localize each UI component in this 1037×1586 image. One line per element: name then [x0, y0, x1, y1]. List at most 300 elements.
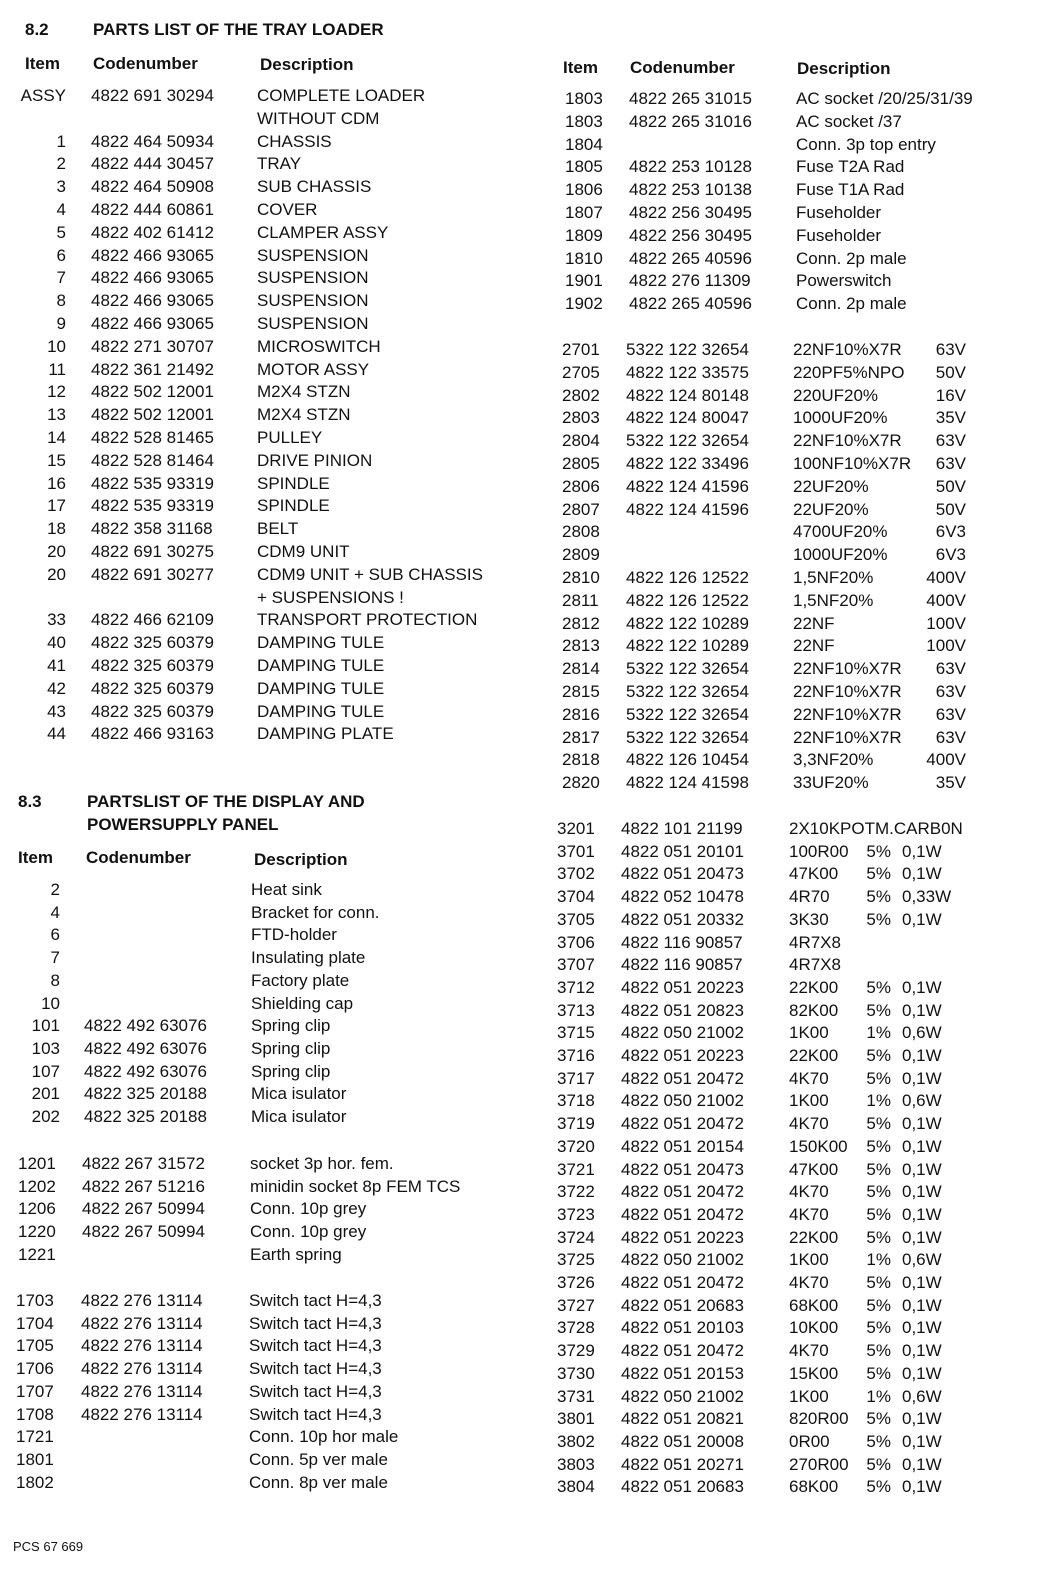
r3-desc: 270R00: [789, 1454, 849, 1474]
s83-desc: Spring clip: [251, 1016, 331, 1036]
s82-item: 40: [47, 633, 66, 653]
s83-header-item: Item: [18, 848, 53, 867]
s82-code: 4822 466 93065: [91, 314, 214, 333]
s83-item: 201: [31, 1084, 60, 1104]
s82-item: 9: [56, 314, 66, 333]
r3-item: 3728: [557, 1318, 595, 1338]
r1-code: 4822 253 10138: [629, 180, 752, 200]
s83c-item: 1802: [16, 1472, 54, 1492]
r3-tol: 5%: [866, 841, 891, 861]
r3-tol: 5%: [866, 1295, 891, 1315]
s83c-desc: Switch tact H=4,3: [249, 1404, 382, 1424]
r2-code: 4822 126 10454: [626, 750, 749, 770]
s82-desc: SUSPENSION: [257, 291, 369, 311]
s82-item: 33: [47, 610, 66, 630]
s82-item: 43: [47, 701, 66, 721]
r3-desc: 100R00: [789, 841, 849, 861]
r1-desc: Powerswitch: [796, 271, 892, 291]
r2-code: 4822 124 41598: [626, 773, 749, 793]
r2-desc: 220UF20%: [793, 385, 879, 405]
r2-row: [0, 726, 1037, 749]
s82-desc: COMPLETE LOADER: [257, 86, 426, 105]
r1-row: [0, 87, 1037, 110]
r2-extra: 63V: [935, 682, 966, 701]
r2-extra: 100V: [926, 636, 966, 656]
s83-desc: Shielding cap: [251, 993, 354, 1013]
r3-row: [0, 1339, 1037, 1362]
r1-desc: Fuse T1A Rad: [796, 180, 905, 200]
r3-row: [0, 1248, 1037, 1271]
r3-pwr: 0,1W: [902, 1363, 942, 1383]
s82-desc: TRANSPORT PROTECTION: [257, 610, 478, 630]
s82-desc: CLAMPER ASSY: [257, 222, 389, 242]
r2-desc: 1000UF20%: [793, 408, 888, 428]
r3-tol: 5%: [866, 1363, 891, 1383]
r3-item: 3720: [557, 1136, 595, 1156]
r2-desc: 22NF10%X7R: [793, 682, 902, 701]
s82-desc: CHASSIS: [257, 131, 332, 151]
r3-pwr: 0,33W: [902, 887, 952, 907]
r3-desc: 150K00: [789, 1136, 848, 1156]
r3-item: 3701: [557, 841, 595, 861]
s82-item: 42: [47, 678, 66, 698]
s83-item: 2: [50, 880, 60, 899]
r3-pwr: 0,1W: [902, 1409, 942, 1429]
r3-item: 3713: [557, 1000, 595, 1020]
s83-desc: Bracket for conn.: [251, 902, 380, 922]
r3-tol: 5%: [866, 1046, 891, 1065]
r2-item: 2820: [562, 773, 600, 793]
r1-desc: Fuseholder: [796, 203, 882, 222]
s82-item: 14: [47, 428, 66, 447]
r3-pwr: 0,6W: [902, 1023, 942, 1043]
s82-item: 4: [56, 200, 66, 219]
s83c-item: 1705: [16, 1336, 54, 1356]
r3-desc: 22K00: [789, 977, 839, 997]
r1-item: 1803: [565, 89, 603, 108]
r3-tol: 1%: [866, 1386, 891, 1406]
r2-extra: 400V: [926, 750, 966, 770]
r2-row: [0, 634, 1037, 657]
s82-code: 4822 464 50908: [91, 177, 214, 197]
r2-item: 2811: [562, 590, 599, 610]
r3-tol: 5%: [866, 1477, 891, 1497]
r1-item: 1810: [565, 248, 603, 268]
r2-desc: 1,5NF20%: [793, 590, 874, 610]
s83-desc: FTD-holder: [251, 925, 337, 945]
r3-code: 4822 051 20332: [621, 909, 744, 929]
r3-row: [0, 1316, 1037, 1339]
r3-tol: 5%: [866, 1159, 891, 1179]
s82-desc: WITHOUT CDM: [257, 108, 380, 128]
r3-row: [0, 1135, 1037, 1158]
s82-code: 4822 444 60861: [91, 200, 214, 219]
s83-desc: Spring clip: [251, 1038, 331, 1058]
r1-item: 1902: [565, 294, 603, 314]
r2-row: [0, 612, 1037, 635]
s83b-item: 1221: [18, 1244, 56, 1264]
r3-code: 4822 051 20472: [621, 1341, 744, 1361]
r3-tol: 5%: [866, 1068, 891, 1088]
r2-row: [0, 657, 1037, 680]
s82-code: 4822 325 60379: [91, 633, 214, 653]
s82-header-item: Item: [25, 54, 60, 73]
r2-extra: 63V: [935, 704, 966, 724]
s83-item: 4: [50, 902, 60, 922]
r3-pwr: 0,1W: [902, 1273, 942, 1292]
s82-item: 20: [47, 542, 66, 561]
s83c-code: 4822 276 13114: [81, 1291, 203, 1310]
section-8-2-number: 8.2: [25, 20, 49, 39]
r3-tol: 5%: [866, 1341, 891, 1361]
s82-code: 4822 466 93065: [91, 245, 214, 265]
s82-item: 7: [56, 268, 66, 288]
s83c-desc: Conn. 5p ver male: [249, 1449, 388, 1469]
r3-row: [0, 885, 1037, 908]
s83c-desc: Switch tact H=4,3: [249, 1336, 382, 1356]
s82-item: 2: [56, 154, 66, 174]
r2-extra: 6V3: [935, 545, 966, 565]
r1-code: 4822 253 10128: [629, 157, 752, 177]
s83c-code: 4822 276 13114: [81, 1404, 203, 1424]
r3-code: 4822 051 20472: [621, 1273, 744, 1292]
s83b-item: 1202: [18, 1176, 56, 1196]
r3-item: 3721: [557, 1159, 595, 1179]
s82-item: 17: [47, 496, 66, 516]
s82-desc: CDM9 UNIT: [257, 542, 350, 561]
r3-item: 3724: [557, 1227, 595, 1247]
r3-tol: 5%: [866, 1204, 891, 1224]
r2-row: [0, 406, 1037, 429]
r3-desc: 4K70: [789, 1341, 829, 1361]
r2-row: [0, 384, 1037, 407]
r2-code: 5322 122 32654: [626, 727, 749, 747]
r3-pwr: 0,1W: [902, 1431, 942, 1451]
s83-desc: Mica isulator: [251, 1084, 347, 1104]
r2-row: [0, 452, 1037, 475]
s82-code: 4822 325 60379: [91, 656, 214, 675]
r3-code: 4822 116 90857: [621, 955, 743, 975]
s82-desc: MOTOR ASSY: [257, 359, 370, 379]
r1-item: 1807: [565, 203, 603, 222]
r3-row: [0, 1453, 1037, 1476]
r3-pwr: 0,1W: [902, 1114, 942, 1134]
r2-row: [0, 543, 1037, 566]
r3-desc: 4K70: [789, 1204, 829, 1224]
r3-pwr: 0,1W: [902, 864, 942, 884]
s82-item: 10: [47, 336, 66, 356]
r2-item: 2816: [562, 704, 600, 724]
r2-row: [0, 771, 1037, 794]
s82-code: 4822 528 81465: [91, 428, 214, 447]
r1-code: 4822 265 40596: [629, 294, 752, 314]
r2-desc: 22NF10%X7R: [793, 659, 902, 679]
r1-row: [0, 224, 1037, 247]
r2-extra: 63V: [935, 659, 966, 679]
r3-code: 4822 051 20154: [621, 1136, 744, 1156]
s82-row: [0, 312, 1037, 335]
r3-item: 3726: [557, 1273, 595, 1292]
s82-code: 4822 535 93319: [91, 496, 214, 516]
r2-item: 2809: [562, 545, 600, 565]
s82-code: 4822 358 31168: [91, 519, 213, 539]
s83-code: 4822 325 20188: [84, 1107, 207, 1126]
r1-desc: Conn. 3p top entry: [796, 134, 936, 154]
s82-code: 4822 466 93065: [91, 268, 214, 288]
s82-desc: SPINDLE: [257, 496, 330, 516]
r3-item: 3730: [557, 1363, 595, 1383]
s83c-code: 4822 276 13114: [81, 1336, 203, 1356]
r3-pwr: 0,1W: [902, 977, 942, 997]
r2-extra: 16V: [935, 385, 966, 405]
r3-code: 4822 051 20683: [621, 1477, 744, 1497]
r2-code: 4822 126 12522: [626, 568, 749, 587]
r3-tol: 5%: [866, 864, 891, 884]
r2-item: 2802: [562, 385, 600, 405]
s82-code: 4822 502 12001: [91, 382, 214, 402]
r3-desc: 4K70: [789, 1068, 829, 1088]
s82-desc: SUSPENSION: [257, 268, 369, 288]
r1-row: [0, 269, 1037, 292]
r3-code: 4822 051 20472: [621, 1114, 744, 1134]
r1-row: [0, 110, 1037, 133]
r3-desc: 1K00: [789, 1023, 829, 1043]
s82-item: 44: [47, 724, 66, 744]
r3-code: 4822 051 20153: [621, 1363, 744, 1383]
r3-tol: 5%: [866, 1409, 891, 1429]
r1-desc: Fuseholder: [796, 225, 882, 245]
r2-row: [0, 589, 1037, 612]
s83-code: 4822 325 20188: [84, 1084, 207, 1104]
r2-item: 2701: [562, 340, 600, 359]
r3-code: 4822 051 20271: [621, 1454, 744, 1474]
r3-item: 3801: [557, 1409, 595, 1429]
r2-extra: 50V: [935, 499, 966, 519]
s83-desc: Mica isulator: [251, 1107, 347, 1126]
s82-desc: SUSPENSION: [257, 245, 369, 265]
footer-code: PCS 67 669: [13, 1539, 84, 1554]
r2-item: 2810: [562, 568, 600, 587]
r3-pwr: 0,6W: [902, 1091, 942, 1111]
s83-item: 10: [41, 993, 60, 1013]
right-header-code: Codenumber: [630, 58, 735, 77]
r2-desc: 1,5NF20%: [793, 568, 874, 587]
s82-item: 18: [47, 519, 66, 539]
r2-extra: 63V: [935, 727, 966, 747]
r3-code: 4822 051 20823: [621, 1000, 744, 1020]
r2-item: 2813: [562, 636, 600, 656]
r2-row: [0, 680, 1037, 703]
s82-item: 1: [56, 131, 66, 151]
r3-code: 4822 051 20472: [621, 1182, 744, 1202]
s83-item: 8: [50, 970, 60, 990]
s82-desc: SUSPENSION: [257, 314, 369, 333]
r3-item: 3803: [557, 1454, 595, 1474]
r3-pwr: 0,1W: [902, 1159, 942, 1179]
s82-item: 20: [47, 564, 66, 584]
r2-extra: 35V: [935, 773, 966, 793]
r1-desc: AC socket /20/25/31/39: [796, 89, 973, 108]
s83-code: 4822 492 63076: [84, 1016, 207, 1036]
s83c-item: 1707: [16, 1381, 54, 1401]
s83c-item: 1708: [16, 1404, 54, 1424]
s82-desc: DAMPING TULE: [257, 678, 385, 698]
r3-item: 3722: [557, 1182, 595, 1202]
r1-item: 1809: [565, 225, 603, 245]
r2-code: 4822 122 33575: [626, 362, 749, 382]
s83c-item: 1703: [16, 1291, 54, 1310]
s83b-desc: Earth spring: [250, 1244, 342, 1264]
s83-header-code: Codenumber: [86, 848, 191, 867]
s82-item: 16: [47, 473, 66, 493]
s82-code: 4822 691 30275: [91, 542, 214, 561]
s82-desc: CDM9 UNIT + SUB CHASSIS: [257, 564, 483, 584]
s82-desc: PULLEY: [257, 428, 323, 447]
right-header-item: Item: [563, 58, 598, 77]
r1-code: 4822 276 11309: [629, 271, 751, 291]
r1-row: [0, 292, 1037, 315]
r3-row: [0, 1112, 1037, 1135]
r3-row: [0, 1089, 1037, 1112]
r2-item: 2806: [562, 476, 600, 496]
s82-code: 4822 271 30707: [91, 336, 214, 356]
r2-code: 4822 124 41596: [626, 476, 749, 496]
s83b-item: 1206: [18, 1199, 56, 1219]
r3-item: 3727: [557, 1295, 595, 1315]
r3-desc: 820R00: [789, 1409, 849, 1429]
r3-desc: 4K70: [789, 1114, 829, 1134]
s82-desc: M2X4 STZN: [257, 382, 351, 402]
s83c-desc: Switch tact H=4,3: [249, 1381, 382, 1401]
r2-desc: 22NF10%X7R: [793, 431, 902, 451]
r2-item: 2804: [562, 431, 600, 451]
r2-desc: 4700UF20%: [793, 522, 888, 542]
r3-desc: 10K00: [789, 1318, 839, 1338]
r3-item: 3725: [557, 1250, 595, 1270]
r3-desc: 68K00: [789, 1295, 839, 1315]
r2-row: [0, 475, 1037, 498]
r2-item: 2814: [562, 659, 600, 679]
section-8-2-title: PARTS LIST OF THE TRAY LOADER: [93, 20, 384, 39]
r2-item: 2805: [562, 454, 600, 473]
r3-desc: 0R00: [789, 1431, 830, 1451]
r2-row: [0, 361, 1037, 384]
r3-row: [0, 1271, 1037, 1294]
s83-item: 202: [31, 1107, 60, 1126]
r3-tol: 5%: [866, 977, 891, 997]
s83c-desc: Conn. 10p hor male: [249, 1427, 399, 1447]
r1-row: [0, 155, 1037, 178]
r3-desc: 4K70: [789, 1273, 829, 1292]
r3-pwr: 0,1W: [902, 1204, 942, 1224]
s83-item: 101: [31, 1016, 60, 1036]
s82-item: 11: [48, 359, 66, 379]
s82-code: 4822 502 12001: [91, 405, 214, 425]
s82-code: 4822 466 93065: [91, 291, 214, 311]
r3-item: 3729: [557, 1341, 595, 1361]
r2-item: 2808: [562, 522, 600, 542]
r2-desc: 220PF5%NPO: [793, 362, 905, 382]
r2-code: 4822 124 80148: [626, 385, 749, 405]
s83c-desc: Switch tact H=4,3: [249, 1313, 382, 1333]
r3-row: [0, 1430, 1037, 1453]
s82-code: 4822 464 50934: [91, 131, 214, 151]
s82-code: 4822 691 30277: [91, 564, 214, 584]
s83c-desc: Conn. 8p ver male: [249, 1472, 388, 1492]
right-header-desc: Description: [797, 59, 891, 78]
r1-item: 1804: [565, 134, 603, 154]
r3-row: [0, 1362, 1037, 1385]
r3-tol: 5%: [866, 887, 891, 907]
r3-row: [0, 1385, 1037, 1408]
s83-desc: Factory plate: [251, 970, 350, 990]
s82-code: 4822 361 21492: [91, 359, 214, 379]
r3-desc: 47K00: [789, 864, 839, 884]
r2-code: 5322 122 32654: [626, 682, 749, 701]
s82-desc: COVER: [257, 200, 318, 219]
r2-desc: 3,3NF20%: [793, 750, 874, 770]
r3-tol: 5%: [866, 1114, 891, 1134]
s82-item: 5: [56, 222, 66, 242]
s82-desc: DAMPING TULE: [257, 701, 385, 721]
r3-tol: 5%: [866, 1318, 891, 1338]
r3-code: 4822 051 20683: [621, 1295, 744, 1315]
r1-code: 4822 256 30495: [629, 203, 752, 222]
r3-pwr: 0,1W: [902, 1295, 942, 1315]
s82-item: 8: [56, 291, 66, 311]
r3-tol: 5%: [866, 909, 891, 929]
r3-pwr: 0,1W: [902, 1341, 942, 1361]
r3-item: 3723: [557, 1204, 595, 1224]
s82-code: 4822 402 61412: [91, 222, 214, 242]
r2-row: [0, 338, 1037, 361]
r3-row: [0, 953, 1037, 976]
r3-item: 3201: [557, 819, 595, 838]
r1-item: 1901: [565, 271, 603, 291]
r3-pwr: 0,1W: [902, 1477, 942, 1497]
s83b-item: 1220: [18, 1222, 56, 1242]
r2-code: 5322 122 32654: [626, 431, 749, 451]
s82-item: 41: [47, 656, 66, 675]
r1-desc: Conn. 2p male: [796, 248, 907, 268]
r3-item: 3705: [557, 909, 595, 929]
r2-extra: 35V: [935, 408, 966, 428]
r2-desc: 22UF20%: [793, 476, 869, 496]
r3-row: [0, 999, 1037, 1022]
r2-row: [0, 748, 1037, 771]
s83-desc: Spring clip: [251, 1061, 331, 1081]
r3-pwr: 0,6W: [902, 1386, 942, 1406]
s83b-desc: Conn. 10p grey: [250, 1199, 367, 1219]
r3-desc: 47K00: [789, 1159, 839, 1179]
s82-code: 4822 466 62109: [91, 610, 214, 630]
r1-code: 4822 265 31015: [629, 89, 752, 108]
r2-code: 4822 122 33496: [626, 454, 749, 473]
r2-code: 4822 126 12522: [626, 590, 749, 610]
r1-item: 1803: [565, 111, 603, 131]
r3-row: [0, 976, 1037, 999]
r1-row: [0, 133, 1037, 156]
r1-item: 1806: [565, 180, 603, 200]
s83b-code: 4822 267 50994: [82, 1199, 205, 1219]
s83-item: 7: [50, 948, 60, 968]
s82-code: 4822 325 60379: [91, 701, 214, 721]
r3-pwr: 0,1W: [902, 1182, 942, 1202]
s83-code: 4822 492 63076: [84, 1038, 207, 1058]
section-8-3-title-line2: POWERSUPPLY PANEL: [87, 815, 279, 834]
r3-row: [0, 1294, 1037, 1317]
r1-row: [0, 201, 1037, 224]
